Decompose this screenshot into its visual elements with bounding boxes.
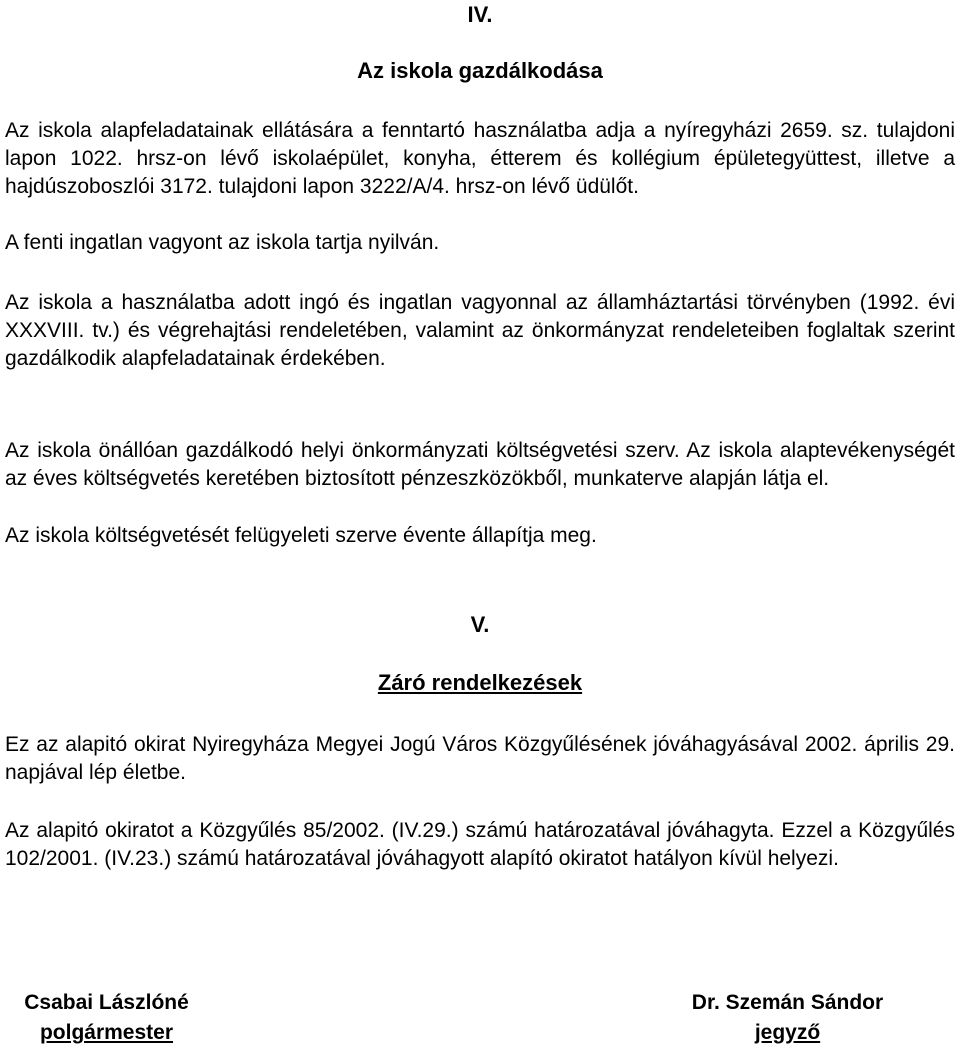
signature-left-name: Csabai Lászlóné <box>24 991 189 1014</box>
paragraph-effective-date: Ez az alapitó okirat Nyiregyháza Megyei Jogú Város Közgyűlésének jóváhagyásával 2002. április 29. napjával lép életbe. <box>5 733 955 784</box>
signature-right-title: jegyző <box>754 1021 821 1044</box>
section-title-gazdalkodas: Az iskola gazdálkodása <box>357 58 603 83</box>
section-title-zaro: Záró rendelkezések <box>377 670 583 695</box>
signature-left <box>4 988 209 1048</box>
section-numeral-v: V. <box>470 612 490 637</box>
paragraph-property-use: Az iskola alapfeladatainak ellátására a fenntartó használatba adja a nyíregyházi 2659. sz. tulajdoni lapon 1022. hrsz-on lévő iskolaépület, konyha, étterem és kollégium épületegyüttest, illetve a hajdúszoboszlói 3172. tulajdoni lapon 3222/A/4. hrsz-on lévő üdülőt. <box>5 119 955 198</box>
signature-left-title: polgármester <box>39 1021 174 1044</box>
paragraph-budget-approval: Az iskola költségvetését felügyeleti szerve évente állapítja meg. <box>5 524 597 547</box>
paragraph-asset-management: Az iskola a használatba adott ingó és ingatlan vagyonnal az államháztartási törvényben (1992. évi XXXVIII. tv.) és végrehajtási rendeletében, valamint az önkormányzat rendeleteiben foglaltak szerint gazdálkodik alapfeladatainak érdekében. <box>5 291 955 370</box>
section-numeral-iv: IV. <box>467 2 493 27</box>
signature-right-name: Dr. Szemán Sándor <box>691 991 884 1014</box>
paragraph-property-registry: A fenti ingatlan vagyont az iskola tartja nyilván. <box>5 231 440 254</box>
paragraph-budget-organ: Az iskola önállóan gazdálkodó helyi önkormányzati költségvetési szerv. Az iskola alaptevékenységét az éves költségvetés keretében biztosított pénzeszközökből, munkaterve alapján látja el. <box>5 439 955 490</box>
signature-right <box>665 988 910 1048</box>
paragraph-approval-resolution: Az alapitó okiratot a Közgyűlés 85/2002. (IV.29.) számú határozatával jóváhagyta. Ezzel a Közgyűlés 102/2001. (IV.23.) számú határozatával jóváhagyott alapító okiratot hatályon kívül helyezi. <box>5 819 955 870</box>
